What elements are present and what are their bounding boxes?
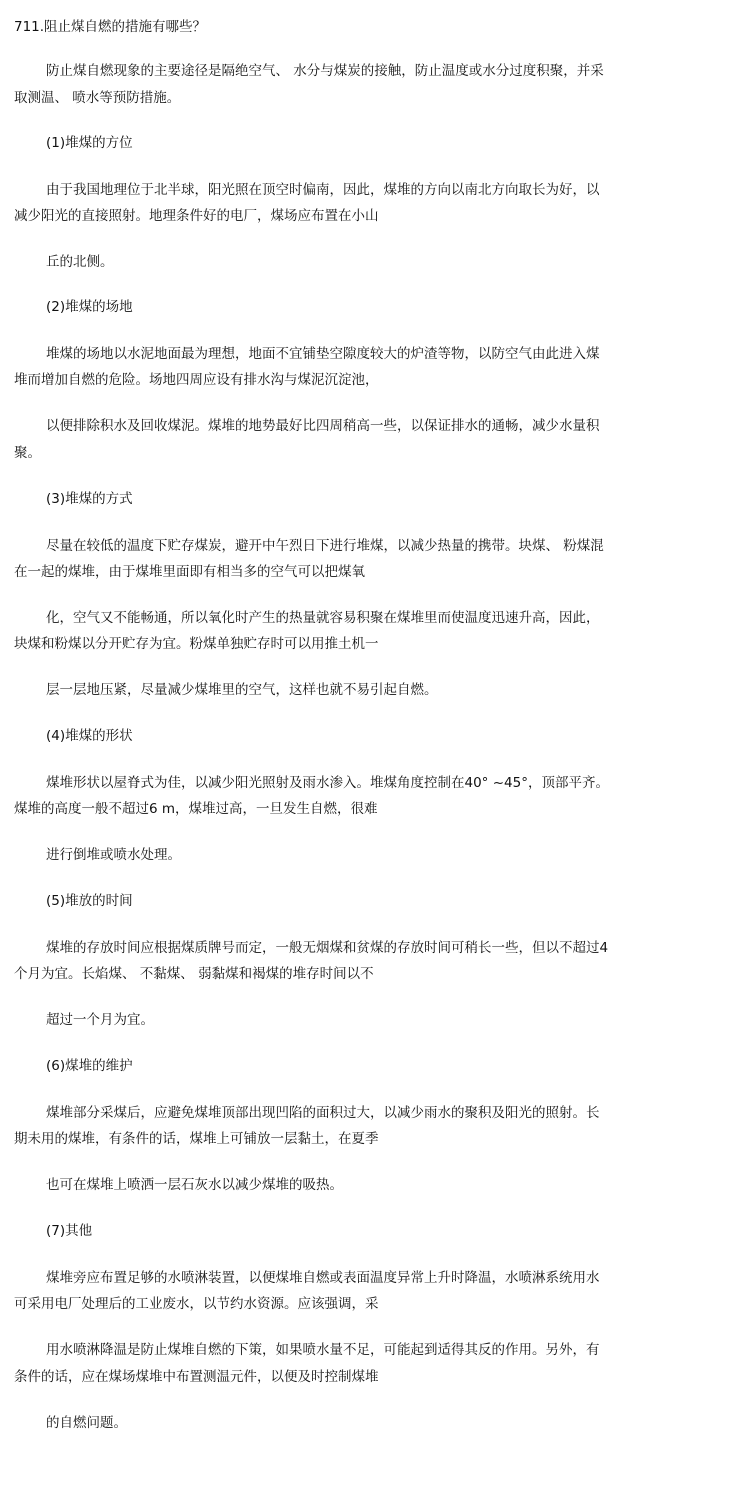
- paragraph-line: 取测温、 喷水等预防措施。: [14, 90, 181, 106]
- paragraph-line: 煤堆形状以屋脊式为佳，以减少阳光照射及雨水渗入。堆煤角度控制在40° ~45°，顶部平齐。: [46, 775, 609, 791]
- section-heading: (5)堆放的时间: [46, 893, 133, 909]
- paragraph-line: 在一起的煤堆，由于煤堆里面即有相当多的空气可以把煤氧: [14, 564, 365, 580]
- section-heading: (1)堆煤的方位: [46, 135, 133, 151]
- paragraph-line: 堆而增加自燃的危险。场地四周应设有排水沟与煤泥沉淀池，: [14, 372, 379, 388]
- section-heading: (6)煤堆的维护: [46, 1058, 133, 1074]
- paragraph-line: 煤堆部分采煤后，应避免煤堆顶部出现凹陷的面积过大，以减少雨水的聚积及阳光的照射。长: [46, 1105, 600, 1121]
- paragraph-line: 丘的北侧。: [46, 254, 114, 270]
- paragraph-line: 块煤和粉煤以分开贮存为宜。粉煤单独贮存时可以用推土机一: [14, 636, 379, 652]
- paragraph-line: 煤堆的高度一般不超过6 m，煤堆过高，一旦发生自燃，很难: [14, 801, 378, 817]
- paragraph-line: 可采用电厂处理后的工业废水，以节约水资源。应该强调，采: [14, 1296, 379, 1312]
- paragraph-line: 的自燃问题。: [46, 1415, 127, 1431]
- page-title: 711.阻止煤自燃的措施有哪些？: [14, 19, 207, 35]
- paragraph-line: 堆煤的场地以水泥地面最为理想，地面不宜铺垫空隙度较大的炉渣等物，以防空气由此进入煤: [46, 346, 600, 362]
- paragraph-line: 煤堆旁应布置足够的水喷淋装置，以便煤堆自燃或表面温度异常上升时降温，水喷淋系统用水: [46, 1270, 600, 1286]
- paragraph-line: 层一层地压紧，尽量减少煤堆里的空气，这样也就不易引起自燃。: [46, 682, 438, 698]
- section-heading: (2)堆煤的场地: [46, 299, 133, 315]
- paragraph-line: 化，空气又不能畅通，所以氧化时产生的热量就容易积聚在煤堆里而使温度迅速升高，因此，: [46, 610, 600, 626]
- paragraph-line: 以便排除积水及回收煤泥。煤堆的地势最好比四周稍高一些，以保证排水的通畅，减少水量积: [46, 418, 600, 434]
- paragraph-line: 尽量在较低的温度下贮存煤炭，避开中午烈日下进行堆煤，以减少热量的携带。块煤、 粉煤混: [46, 538, 604, 554]
- paragraph-line: 期未用的煤堆，有条件的话，煤堆上可铺放一层黏土，在夏季: [14, 1131, 379, 1147]
- paragraph-line: 由于我国地理位于北半球，阳光照在顶空时偏南，因此，煤堆的方向以南北方向取长为好，以: [46, 182, 600, 198]
- section-heading: (3)堆煤的方式: [46, 491, 133, 507]
- paragraph-line: 用水喷淋降温是防止煤堆自燃的下策，如果喷水量不足，可能起到适得其反的作用。另外，有: [46, 1342, 600, 1358]
- section-heading: (4)堆煤的形状: [46, 728, 133, 744]
- paragraph-line: 减少阳光的直接照射。地理条件好的电厂，煤场应布置在小山: [14, 208, 379, 224]
- section-heading: (7)其他: [46, 1223, 93, 1239]
- paragraph-line: 防止煤自燃现象的主要途径是隔绝空气、 水分与煤炭的接触，防止温度或水分过度积聚，并采: [46, 63, 604, 79]
- paragraph-line: 聚。: [14, 445, 41, 461]
- paragraph-line: 超过一个月为宜。: [46, 1012, 154, 1028]
- paragraph-line: 个月为宜。长焰煤、 不黏煤、 弱黏煤和褐煤的堆存时间以不: [14, 966, 374, 982]
- paragraph-line: 也可在煤堆上喷洒一层石灰水以减少煤堆的吸热。: [46, 1177, 343, 1193]
- paragraph-line: 煤堆的存放时间应根据煤质牌号而定，一般无烟煤和贫煤的存放时间可稍长一些，但以不超过4: [46, 940, 609, 956]
- paragraph-line: 条件的话，应在煤场煤堆中布置测温元件，以便及时控制煤堆: [14, 1369, 379, 1385]
- paragraph-line: 进行倒堆或喷水处理。: [46, 847, 181, 863]
